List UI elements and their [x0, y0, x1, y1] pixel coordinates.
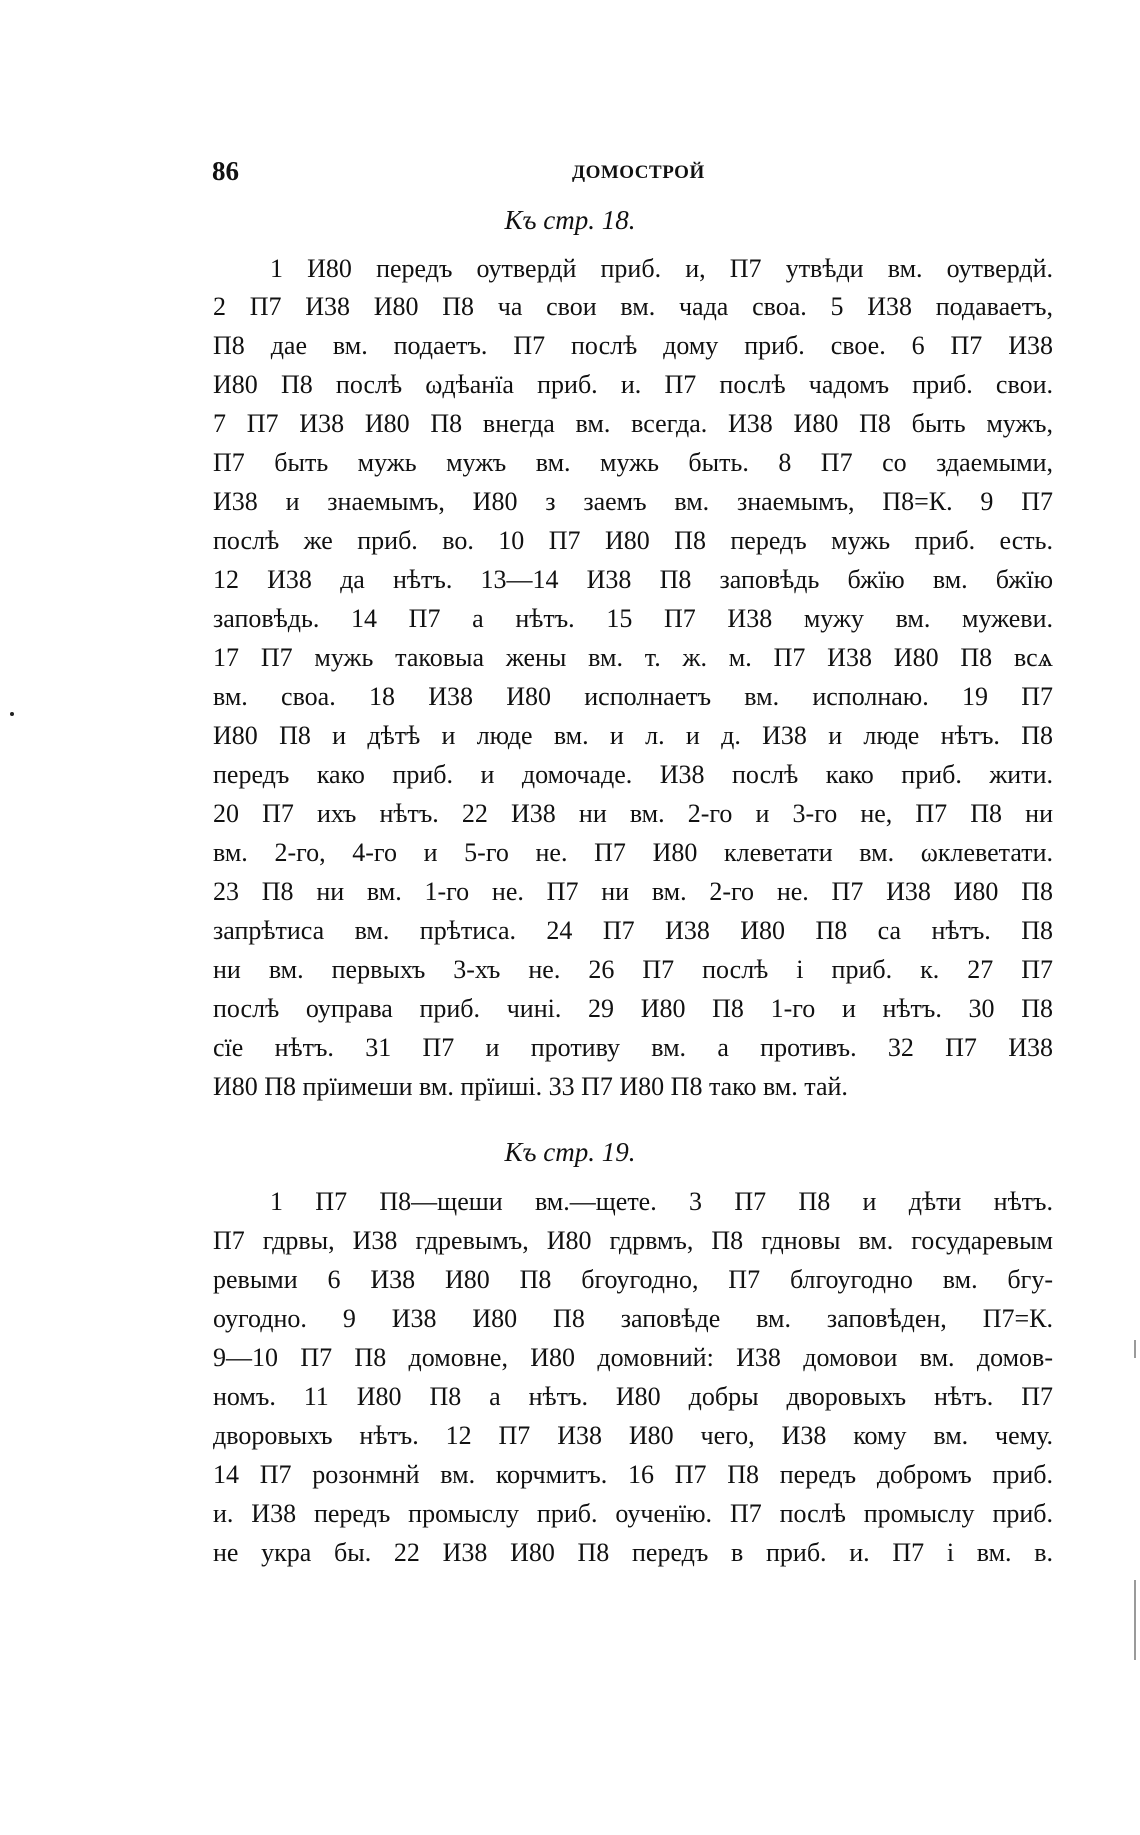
- text-line: И80 П8 послѣ ωдѣанїа приб. и. П7 послѣ чадомъ приб. свои.: [213, 370, 1053, 399]
- text-line: И38 и знаемымъ, И80 з заемъ вм. знаемымъ, П8=К. 9 П7: [213, 487, 1053, 516]
- text-line: 1 П7 П8—щеши вм.—щете. 3 П7 П8 и дѣти нѣтъ.: [270, 1187, 1053, 1216]
- text-line: сїе нѣтъ. 31 П7 и противу вм. а противъ. 32 П7 И38: [213, 1033, 1053, 1062]
- text-line: послѣ же приб. во. 10 П7 И80 П8 передъ мужь приб. есть.: [213, 526, 1053, 555]
- text-line: заповѣдь. 14 П7 а нѣтъ. 15 П7 И38 мужу вм. мужеви.: [213, 604, 1053, 633]
- page-number: 86: [212, 156, 239, 186]
- text-line: 7 П7 И38 И80 П8 внегда вм. всегда. И38 И80 П8 быть мужъ,: [213, 409, 1053, 438]
- text-line: запрѣтиса вм. прѣтиса. 24 П7 И38 И80 П8 са нѣтъ. П8: [213, 916, 1053, 945]
- text-line: и. И38 передъ промыслу приб. оученїю. П7 послѣ промыслу приб.: [213, 1499, 1053, 1528]
- text-line: не укра бы. 22 И38 И80 П8 передъ в приб. и. П7 і вм. в.: [213, 1538, 1053, 1567]
- text-line: 14 П7 розонмнй вм. корчмитъ. 16 П7 П8 передъ добромъ приб.: [213, 1460, 1053, 1489]
- text-line: 17 П7 мужь таковыа жены вм. т. ж. м. П7 И38 И80 П8 всѧ: [213, 643, 1053, 672]
- text-line: 1 И80 передъ оутвердй приб. и, П7 утвѣди вм. оутвердй.: [270, 254, 1053, 283]
- scan-edge-mark: [1134, 1580, 1136, 1660]
- text-line: 2 П7 И38 И80 П8 ча свои вм. чада своа. 5 И38 подаваетъ,: [213, 292, 1053, 321]
- text-line: оугодно. 9 И38 И80 П8 заповѣде вм. заповѣден, П7=К.: [213, 1304, 1053, 1333]
- text-line: дворовыхъ нѣтъ. 12 П7 И38 И80 чего, И38 кому вм. чему.: [213, 1421, 1053, 1450]
- text-line: вм. своа. 18 И38 И80 исполнаетъ вм. исполнаю. 19 П7: [213, 682, 1053, 711]
- scan-edge-mark: [1134, 1340, 1136, 1358]
- text-line: ни вм. первыхъ 3-хъ не. 26 П7 послѣ і приб. к. 27 П7: [213, 955, 1053, 984]
- text-line: 23 П8 ни вм. 1-го не. П7 ни вм. 2-го не. П7 И38 И80 П8: [213, 877, 1053, 906]
- text-line: 9—10 П7 П8 домовне, И80 домовний: И38 домовои вм. домов-: [213, 1343, 1053, 1372]
- text-line: П7 быть мужь мужъ вм. мужь быть. 8 П7 со здаемыми,: [213, 448, 1053, 477]
- section-heading: Къ стр. 19.: [504, 1137, 636, 1167]
- text-line: послѣ оуправа приб. чині. 29 И80 П8 1-го и нѣтъ. 30 П8: [213, 994, 1053, 1023]
- section-heading: Къ стр. 18.: [504, 205, 636, 235]
- text-line: номъ. 11 И80 П8 а нѣтъ. И80 добры дворовыхъ нѣтъ. П7: [213, 1382, 1053, 1411]
- running-title: ДОМОСТРОЙ: [572, 162, 705, 183]
- text-line: П7 гдрвы, И38 гдревымъ, И80 гдрвмъ, П8 гдновы вм. государевым: [213, 1226, 1053, 1255]
- text-line: 12 И38 да нѣтъ. 13—14 И38 П8 заповѣдь бжїю вм. бжїю: [213, 565, 1053, 594]
- text-line: И80 П8 и дѣтѣ и люде вм. и л. и д. И38 и люде нѣтъ. П8: [213, 721, 1053, 750]
- text-line: передъ како приб. и домочаде. И38 послѣ како приб. жити.: [213, 760, 1053, 789]
- text-line: П8 дае вм. подаетъ. П7 послѣ дому приб. свое. 6 П7 И38: [213, 331, 1053, 360]
- text-line: ревыми 6 И38 И80 П8 бгоугодно, П7 блгоугодно вм. бгу-: [213, 1265, 1053, 1294]
- scan-speck: [10, 712, 14, 716]
- text-line: 20 П7 ихъ нѣтъ. 22 И38 ни вм. 2-го и 3-го не, П7 П8 ни: [213, 799, 1053, 828]
- text-line: вм. 2-го, 4-го и 5-го не. П7 И80 клеветати вм. ωклеветати.: [213, 838, 1053, 867]
- text-line: И80 П8 прїимеши вм. прїиші. 33 П7 И80 П8 тако вм. тай.: [213, 1072, 848, 1101]
